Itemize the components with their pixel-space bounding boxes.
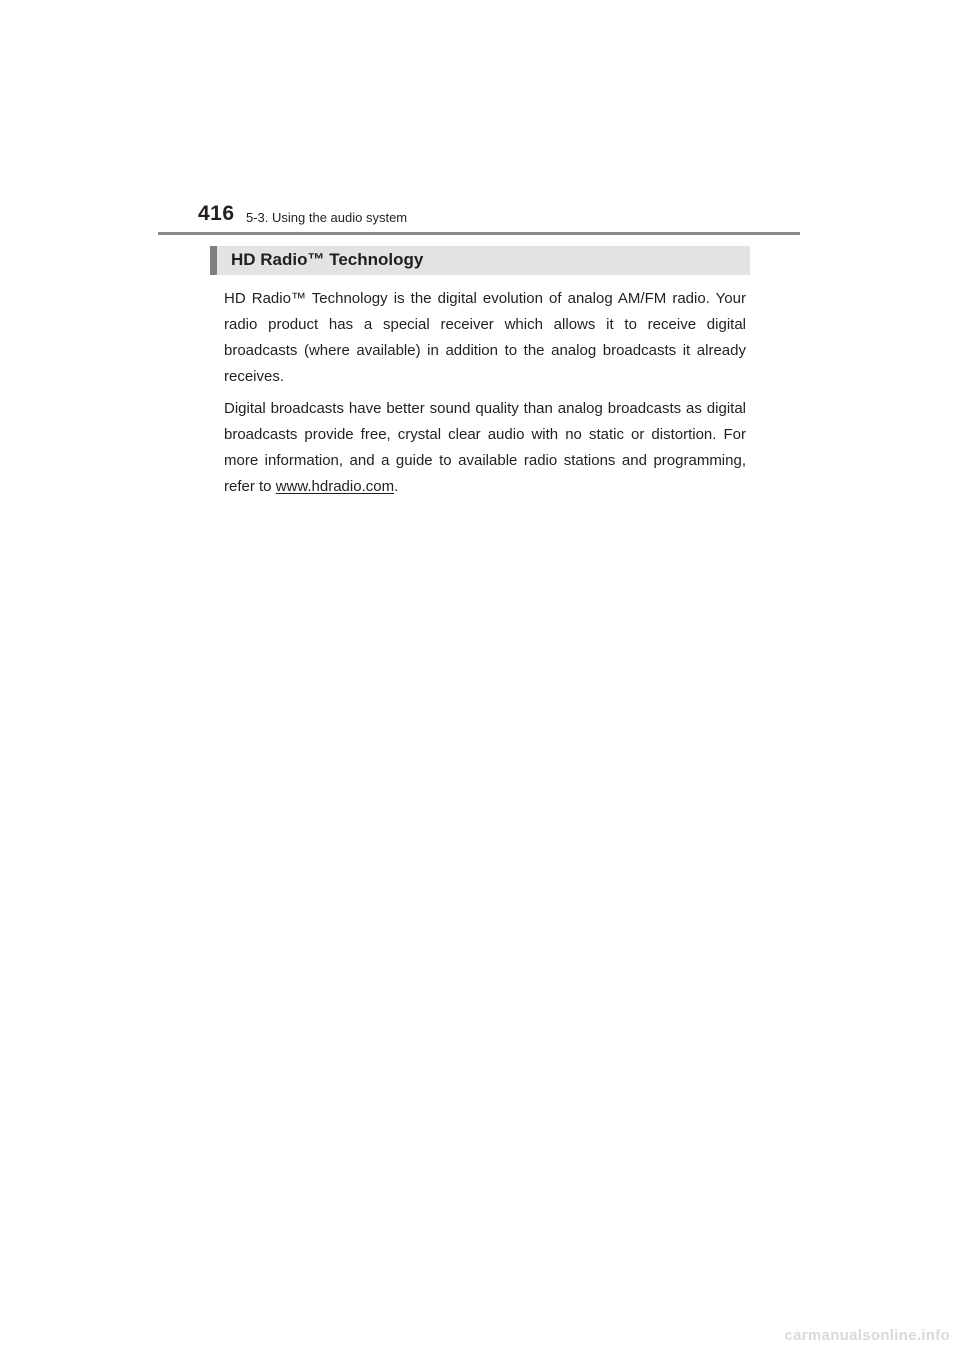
header-divider	[158, 232, 800, 235]
chapter-section-label: 5-3. Using the audio system	[246, 210, 408, 225]
section-heading-bar	[210, 246, 750, 275]
body-content	[224, 286, 746, 506]
paragraph-digital-broadcasts	[224, 396, 746, 500]
hdradio-link[interactable]: www.hdradio.com	[275, 478, 395, 495]
page-number: 416	[198, 202, 235, 225]
paragraph-intro: HD Radio™ Technology is the digital evolution of analog AM/FM radio. Your radio product has a special receiver which allows it to receive digital broadcasts (where available) in addition to the analog broadcasts it already receives.	[224, 290, 746, 385]
page-header	[198, 198, 798, 232]
section-title: HD Radio™ Technology	[231, 250, 424, 269]
site-watermark: carmanualsonline.info	[784, 1327, 950, 1344]
paragraph-end-punctuation: .	[394, 478, 399, 495]
paragraph-digital-broadcasts-text: Digital broadcasts have better sound quality than analog broadcasts as digital broadcasts provide free, crystal clear audio with no static or distortion. For more information, and a guide to available radio stations and programming, refer to	[224, 400, 746, 495]
